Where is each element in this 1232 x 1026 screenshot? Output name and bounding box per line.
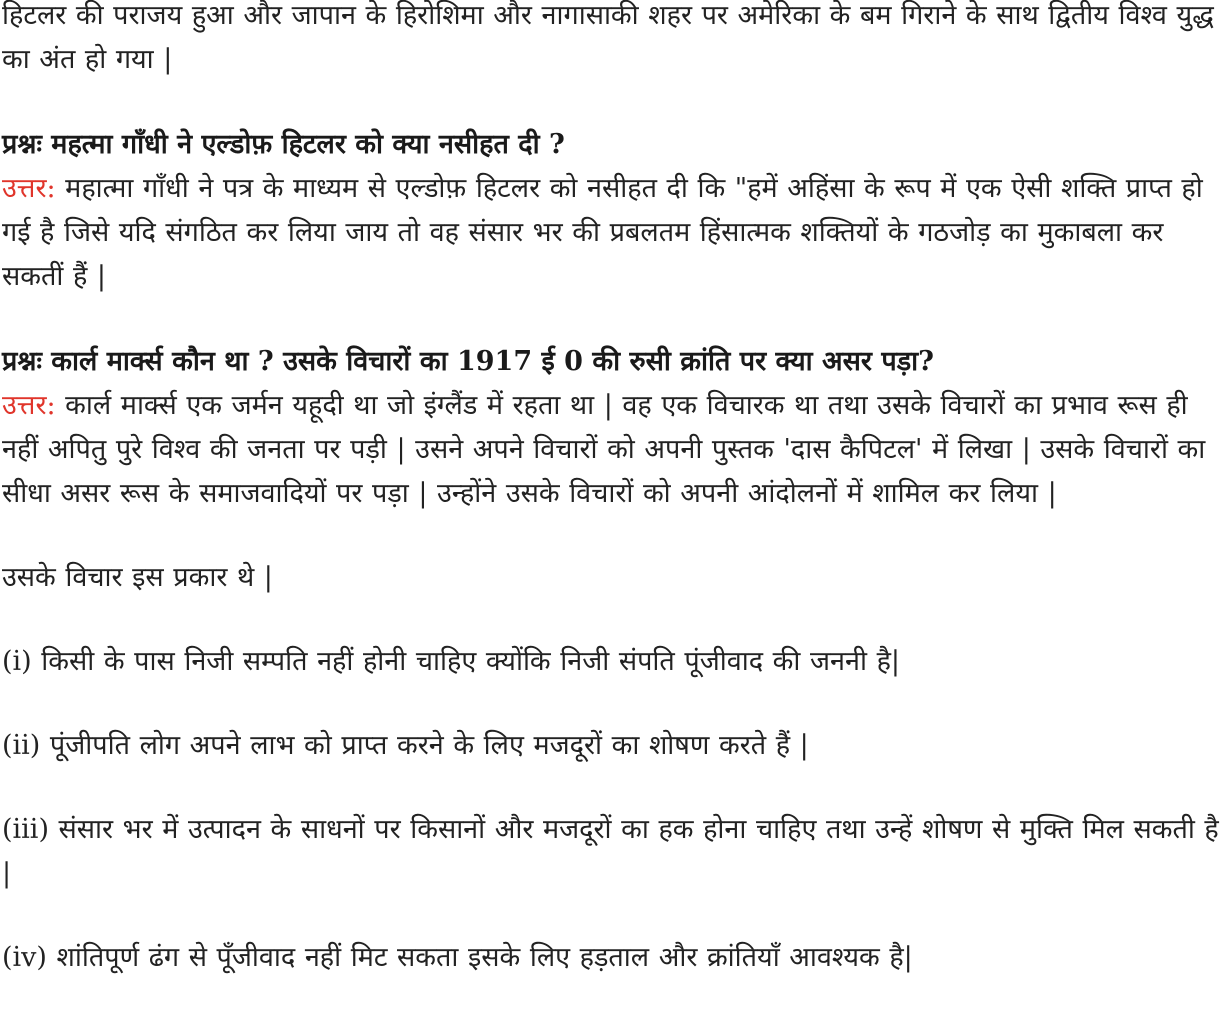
idea-item-3: (iii) संसार भर में उत्पादन के साधनों पर किसानों और मजदूरों का हक होना चाहिए तथा उन्हें शोषण से मुक्ति मिल सकती है | (2, 814, 1219, 889)
question-2: प्रश्नः कार्ल मार्क्स कौन था ? उसके विचारों का 1917 ई 0 की रुसी क्रांति पर क्या असर पड़ा? (2, 346, 934, 377)
idea-item-1: (i) किसी के पास निजी सम्पति नहीं होनी चाहिए क्योंकि निजी संपति पूंजीवाद की जननी है| (2, 646, 901, 677)
question-1: प्रश्नः महत्मा गाँधी ने एल्डोफ़ हिटलर को क्या नसीहत दी ? (2, 129, 565, 160)
ideas-intro: उसके विचार इस प्रकार थे | (2, 562, 273, 593)
intro-paragraph: हिटलर की पराजय हुआ और जापान के हिरोशिमा और नागासाकी शहर पर अमेरिका के बम गिराने के साथ द्वितीय विश्व युद्ध का अंत हो गया | (2, 0, 1214, 75)
answer-2-text: कार्ल मार्क्स एक जर्मन यहूदी था जो इंग्लैंड में रहता था | वह एक विचारक था तथा उसके विचारों का प्रभाव रूस ही नहीं अपितु पुरे विश्व की जनता पर पड़ी | उसने अपने विचारों को अपनी पुस्तक 'दास कैपिटल' में लिखा | उसके विचारों का सीधा असर रूस के समाजवादियों पर पड़ा | उन्होंने उसके विचारों को अपनी आंदोलनों में शामिल कर लिया | (2, 390, 1206, 509)
answer-2 (2, 384, 1228, 516)
idea-item-4: (iv) शांतिपूर्ण ढंग से पूँजीवाद नहीं मिट सकता इसके लिए हड़ताल और क्रांतियाँ आवश्यक है| (2, 942, 913, 973)
answer-1 (2, 167, 1228, 299)
answer-2-label: उत्तर: (2, 390, 56, 421)
answer-1-text: महात्मा गाँधी ने पत्र के माध्यम से एल्डोफ़ हिटलर को नसीहत दी कि "हमें अहिंसा के रूप में एक ऐसी शक्ति प्राप्त हो गई है जिसे यदि संगठित कर लिया जाय तो वह संसार भर की प्रबलतम हिंसात्मक शक्तियों के गठजोड़ का मुकाबला कर सकतीं हैं | (2, 173, 1203, 292)
answer-1-label: उत्तर: (2, 173, 56, 204)
idea-item-2: (ii) पूंजीपति लोग अपने लाभ को प्राप्त करने के लिए मजदूरों का शोषण करते हैं | (2, 730, 809, 761)
